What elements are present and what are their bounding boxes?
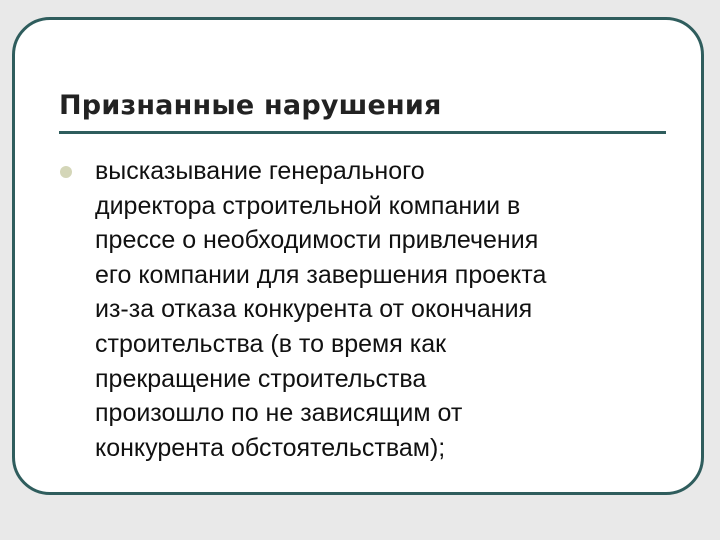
title-underline [59,131,666,134]
slide-title: Признанные нарушения [59,90,442,121]
bullet-text: высказывание генерального директора строительной компании в прессе о необходимости привлечения его компании для завершения проекта из-за отказа конкурента от окончания строительства (в то время как прекращение строительства произошло по не зависящим от конкурента обстоятельствам); [95,157,547,462]
bullet-icon [60,166,72,178]
